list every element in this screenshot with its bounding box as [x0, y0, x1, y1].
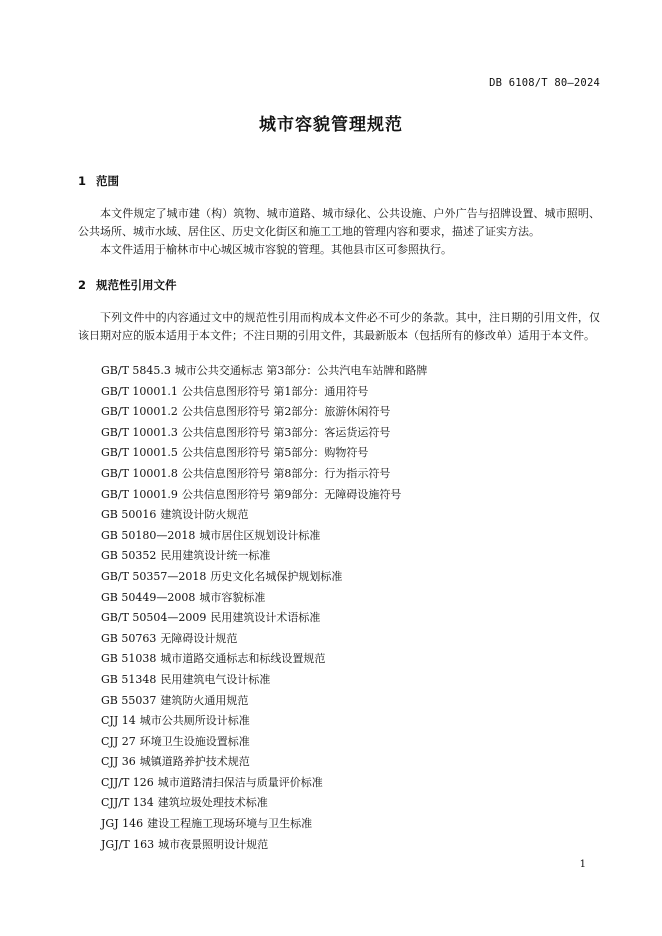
reference-item [101, 629, 427, 650]
reference-item [101, 608, 427, 629]
reference-code: CJJ/T 134 [101, 796, 154, 810]
reference-title: 建筑垃圾处理技术标准 [157, 796, 268, 810]
reference-title: 城市居住区规划设计标准 [199, 528, 321, 542]
reference-item [101, 485, 427, 506]
page-number: 1 [579, 859, 586, 870]
section-2-heading [78, 277, 177, 293]
reference-item [101, 443, 427, 464]
reference-code: CJJ 27 [101, 734, 136, 748]
normative-references-intro: 下列文件中的内容通过文中的规范性引用而构成本文件必不可少的条款。其中，注日期的引用文件，仅该日期对应的版本适用于本文件；不注日期的引用文件，其最新版本（包括所有的修改单）适用于本文件。 [78, 311, 600, 342]
section-title: 规范性引用文件 [96, 278, 177, 292]
section-1-heading [78, 173, 119, 189]
reference-title: 公共信息图形符号 第9部分：无障碍设施符号 [181, 487, 402, 501]
reference-code: GB/T 50504—2009 [101, 611, 207, 625]
reference-item [101, 361, 427, 382]
reference-title: 民用建筑设计统一标准 [160, 549, 271, 563]
reference-code: JGJ 146 [101, 817, 144, 831]
reference-item [101, 773, 427, 794]
reference-code: GB 55037 [101, 693, 157, 707]
reference-item [101, 711, 427, 732]
reference-item [101, 670, 427, 691]
reference-item [101, 464, 427, 485]
reference-item [101, 505, 427, 526]
reference-code: CJJ 14 [101, 714, 136, 728]
section-number: 2 [78, 278, 87, 292]
reference-code: GB 50180—2018 [101, 528, 196, 542]
document-title: 城市容貌管理规范 [259, 115, 403, 135]
reference-code: GB/T 5845.3 [101, 364, 171, 377]
reference-code: GB 50763 [101, 631, 157, 645]
reference-code: CJJ 36 [101, 755, 136, 769]
section-number: 1 [78, 174, 87, 188]
reference-item [101, 752, 427, 773]
reference-title: 城市道路清扫保洁与质量评价标准 [157, 775, 323, 789]
reference-title: 城市公共交通标志 第3部分：公共汽电车站牌和路牌 [174, 364, 428, 377]
reference-code: GB/T 10001.9 [101, 487, 178, 501]
reference-code: GB 50449—2008 [101, 590, 196, 604]
reference-title: 城镇道路养护技术规范 [139, 755, 250, 769]
reference-item [101, 793, 427, 814]
reference-code: GB 50016 [101, 508, 157, 522]
reference-item [101, 526, 427, 547]
reference-code: JGJ/T 163 [101, 837, 155, 851]
reference-title: 民用建筑电气设计标准 [160, 672, 271, 686]
reference-title: 城市容貌标准 [199, 590, 266, 604]
reference-title: 建筑设计防火规范 [160, 508, 249, 522]
reference-code: GB/T 10001.2 [101, 405, 178, 419]
reference-item [101, 691, 427, 712]
reference-title: 建设工程施工现场环境与卫生标准 [147, 817, 313, 831]
reference-title: 公共信息图形符号 第8部分：行为指示符号 [181, 466, 391, 480]
section-title: 范围 [96, 174, 119, 188]
reference-title: 城市道路交通标志和标线设置规范 [160, 652, 326, 666]
scope-paragraph-1: 本文件规定了城市建（构）筑物、城市道路、城市绿化、公共设施、户外广告与招牌设置、城市照明、公共场所、城市水域、居住区、历史文化街区和施工工地的管理内容和要求，描述了证实方法。 [78, 207, 600, 238]
scope-paragraph-2: 本文件适用于榆林市中心城区城市容貌的管理。其他县市区可参照执行。 [100, 243, 452, 256]
reference-code: GB 51348 [101, 672, 157, 686]
reference-item [101, 588, 427, 609]
reference-item [101, 567, 427, 588]
reference-item [101, 835, 427, 856]
reference-code: GB 50352 [101, 549, 157, 563]
reference-title: 城市夜景照明设计规范 [158, 837, 269, 851]
reference-title: 城市公共厕所设计标准 [139, 714, 250, 728]
reference-item [101, 423, 427, 444]
reference-item [101, 649, 427, 670]
reference-item [101, 546, 427, 567]
reference-title: 公共信息图形符号 第3部分：客运货运符号 [181, 425, 391, 439]
reference-item [101, 732, 427, 753]
reference-code: GB/T 10001.8 [101, 466, 178, 480]
reference-code: GB 51038 [101, 652, 157, 666]
reference-title: 公共信息图形符号 第2部分：旅游休闲符号 [181, 405, 391, 419]
reference-code: CJJ/T 126 [101, 775, 154, 789]
reference-item [101, 382, 427, 403]
reference-item [101, 814, 427, 835]
reference-list [101, 361, 427, 855]
reference-title: 无障碍设计规范 [160, 631, 238, 645]
reference-title: 历史文化名城保护规划标准 [210, 569, 343, 583]
reference-title: 民用建筑设计术语标准 [210, 611, 321, 625]
reference-title: 公共信息图形符号 第5部分：购物符号 [181, 446, 369, 460]
reference-title: 环境卫生设施设置标准 [139, 734, 250, 748]
reference-title: 公共信息图形符号 第1部分：通用符号 [181, 384, 369, 398]
reference-item [101, 402, 427, 423]
reference-code: GB/T 10001.3 [101, 425, 178, 439]
reference-code: GB/T 10001.5 [101, 446, 178, 460]
reference-title: 建筑防火通用规范 [160, 693, 249, 707]
reference-code: GB/T 50357—2018 [101, 569, 207, 583]
reference-code: GB/T 10001.1 [101, 384, 178, 398]
document-code: DB 6108/T 80—2024 [489, 77, 600, 89]
